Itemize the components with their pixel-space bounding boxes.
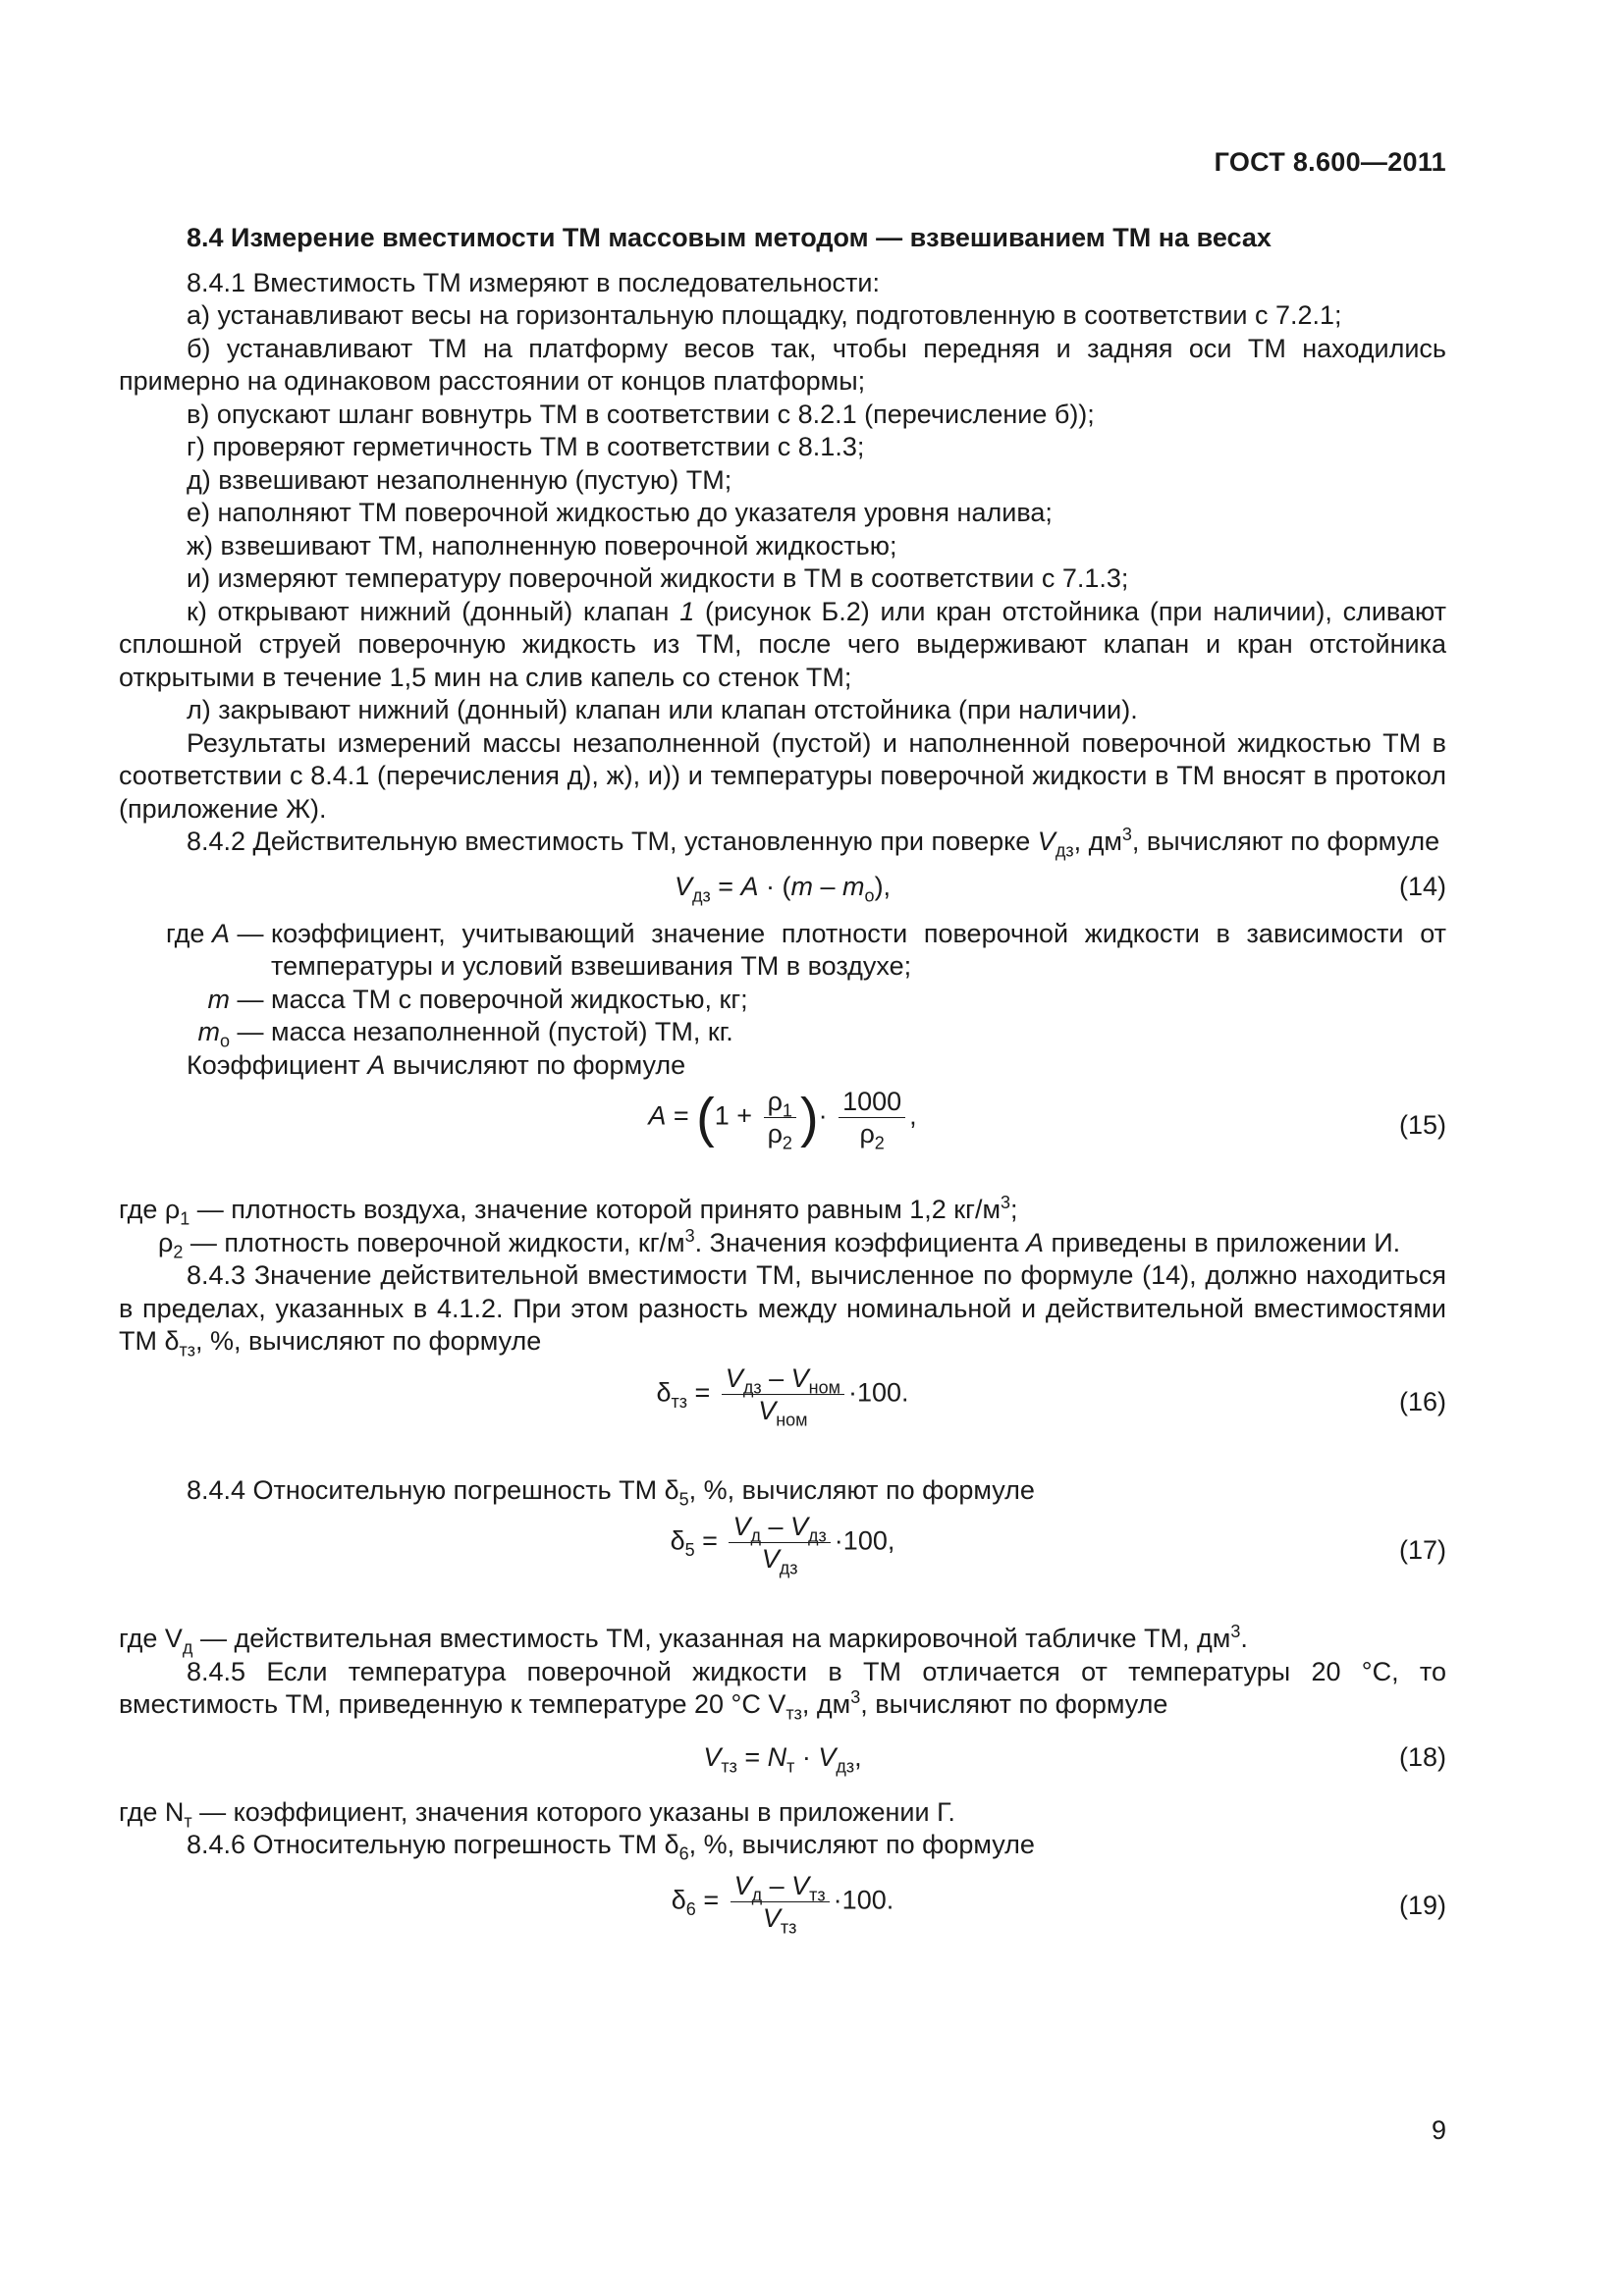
document-code: ГОСТ 8.600—2011 bbox=[1214, 147, 1446, 177]
where-nt: где $N_т$ — коэффициент, значения которого указаны в приложении Г. bbox=[119, 1796, 955, 1831]
equation-number: (14) bbox=[1398, 871, 1446, 901]
where-vd: где $V_д$ — действительная вместимость ТМ, указанная на маркировочной табличке ТМ, $дм^3$. bbox=[119, 1622, 1248, 1658]
where-rho2: $\rho_2$ — плотность поверочной жидкости, $кг/м^3$. Значения коэффициента A приведены в приложении И. bbox=[158, 1225, 1401, 1261]
para-8-4-1-intro: 8.4.1 Вместимость ТМ измеряют в последовательности: bbox=[187, 267, 880, 297]
equation-19: $\delta_6$ = $\frac{V_д - V_{тз}}{V_{тз}}$ ·100. (19) bbox=[671, 1870, 1446, 1937]
equation-14: $V_{дз} = A \cdot (m - m_о)$, (14) bbox=[674, 871, 1446, 905]
equation-number: (16) bbox=[1398, 1386, 1446, 1416]
where-A: где A — коэффициент, учитывающий значение плотности поверочной жидкости в зависимости от температуры и условий взвешивания ТМ в воздухе; bbox=[166, 918, 1446, 981]
where-m0: $m_о$ — масса незаполненной (пустой) ТМ, кг. bbox=[197, 1017, 733, 1051]
list-item-l: л) закрывают нижний (донный) клапан или клапан отстойника (при наличии). bbox=[187, 695, 1138, 724]
equation-number: (15) bbox=[1398, 1110, 1446, 1140]
para-8-4-4: 8.4.4 Относительную погрешность ТМ $\delta_5$, %, вычисляют по формуле bbox=[187, 1474, 1035, 1509]
list-item-g: г) проверяют герметичность ТМ в соответствии с 8.1.3; bbox=[187, 432, 865, 461]
equation-18: $V_{тз} = N_т \cdot V_{дз}$, (18) bbox=[703, 1741, 1446, 1776]
equation-number: (19) bbox=[1398, 1890, 1446, 1920]
section-title: 8.4 Измерение вместимости ТМ массовым методом — взвешиванием ТМ на весах bbox=[187, 223, 1272, 252]
equation-15: A = (1 + $\frac{\rho_1}{\rho_2}$ )· $\frac{1000}{\rho_2}$ , (15) bbox=[648, 1086, 1446, 1153]
list-item-b: б) устанавливают ТМ на платформу весов так, чтобы передняя и задняя оси ТМ находились примерно на одинаковом расстоянии от концов платформы; bbox=[119, 333, 1446, 396]
page-number: 9 bbox=[1431, 2115, 1446, 2145]
list-item-v: в) опускают шланг вовнутрь ТМ в соответствии с 8.2.1 (перечисление б)); bbox=[187, 399, 1095, 429]
para-coef-A: Коэффициент A вычисляют по формуле bbox=[187, 1049, 686, 1080]
para-8-4-6: 8.4.6 Относительную погрешность ТМ $\delta_6$, %, вычисляют по формуле bbox=[187, 1830, 1035, 1864]
list-item-d: д) взвешивают незаполненную (пустую) ТМ; bbox=[187, 464, 732, 495]
list-item-zh: ж) взвешивают ТМ, наполненную поверочной жидкостью; bbox=[187, 530, 897, 561]
equation-number: (17) bbox=[1398, 1535, 1446, 1565]
para-8-4-2: 8.4.2 Действительную вместимость ТМ, установленную при поверке $V_{дз}$, $дм^3$, вычисляют по формуле bbox=[187, 825, 1440, 861]
list-item-k: к) открывают нижний (донный) клапан 1 (рисунок Б.2) или кран отстойника (при наличии), сливают сплошной струей поверочную жидкость из ТМ, после чего выдерживают клапан и кран отстойника открытыми в течение 1,5 мин на слив капель со стенок ТМ; bbox=[119, 596, 1446, 692]
page-content bbox=[119, 222, 1446, 1956]
where-m: m — масса ТМ с поверочной жидкостью, кг; bbox=[207, 984, 748, 1014]
para-8-4-3: 8.4.3 Значение действительной вместимости ТМ, вычисленное по формуле (14), должно находиться в пределах, указанных в 4.1.2. При этом разность между номинальной и действительной вместимостями ТМ $\delta_{тз}$, %, вычисляют по формуле bbox=[119, 1260, 1446, 1361]
para-results: Результаты измерений массы незаполненной (пустой) и наполненной поверочной жидкостью ТМ в соответствии с 8.4.1 (перечисления д), ж), и)) и температуры поверочной жидкости в ТМ вносят в протокол (приложение Ж). bbox=[119, 727, 1446, 824]
where-rho1: где $\rho_1$ — плотность воздуха, значение которой принято равным 1,2 $кг/м^3$; bbox=[119, 1193, 1018, 1229]
equation-17: $\delta_5$ = $\frac{V_д - V_{дз}}{V_{дз}}$ ·100, (17) bbox=[670, 1512, 1446, 1578]
list-item-a: а) устанавливают весы на горизонтальную площадку, подготовленную в соответствии с 7.2.1; bbox=[187, 300, 1342, 330]
equation-number: (18) bbox=[1398, 1741, 1446, 1772]
list-item-i: и) измеряют температуру поверочной жидкости в ТМ в соответствии с 7.1.3; bbox=[187, 563, 1129, 593]
para-8-4-5: 8.4.5 Если температура поверочной жидкости в ТМ отличается от температуры 20 °С, то вместимость ТМ, приведенную к температуре 20 °С $V_{тз}$, $дм^3$, вычисляют по формуле bbox=[119, 1656, 1446, 1724]
equation-16: $\delta_{тз}$ = $\frac{V_{дз} - V_{ном}}{V_{ном}}$ ·100. (16) bbox=[656, 1362, 1446, 1429]
list-item-e: е) наполняют ТМ поверочной жидкостью до указателя уровня налива; bbox=[187, 498, 1053, 527]
